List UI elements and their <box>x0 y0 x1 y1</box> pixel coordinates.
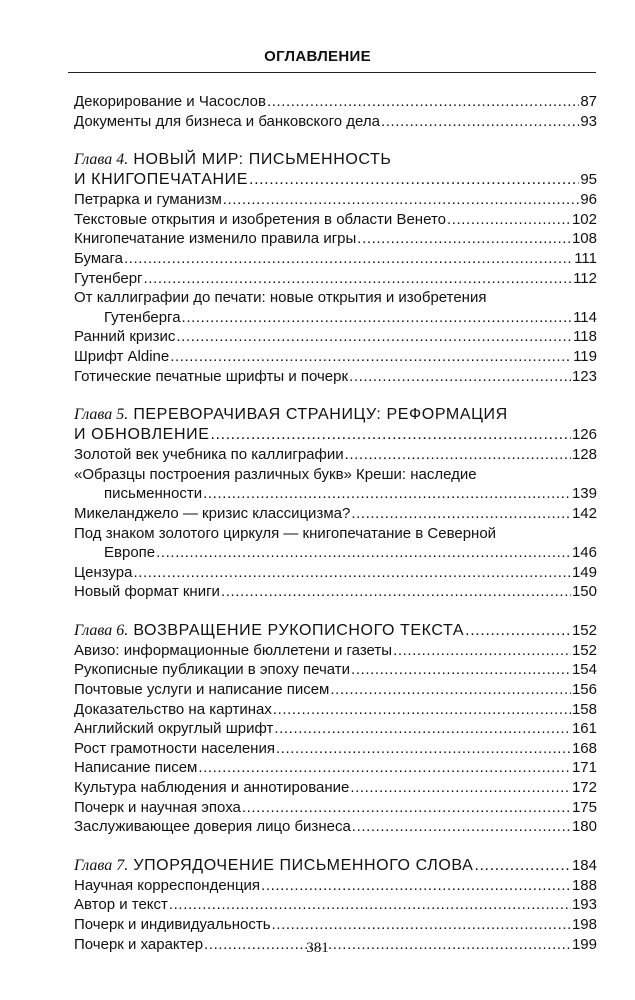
dot-leader <box>169 895 571 915</box>
dot-leader <box>176 327 572 347</box>
dot-leader <box>274 719 571 739</box>
toc-entry-title: Золотой век учебника по каллиграфии <box>74 446 344 464</box>
toc-entry-page: 111 <box>574 249 597 267</box>
toc-entry-page: 158 <box>571 700 597 718</box>
dot-leader <box>249 170 579 190</box>
dot-leader <box>170 347 572 367</box>
toc-entry-page: 149 <box>571 563 597 581</box>
toc-entry-title: От каллиграфии до печати: новые открытия и изобретения <box>74 289 487 307</box>
dot-leader <box>133 563 571 583</box>
toc-entry-page: 96 <box>580 191 597 209</box>
toc-entry-page: 154 <box>571 661 597 679</box>
toc-entry-page: 139 <box>571 485 597 503</box>
toc-entry[interactable] <box>74 719 597 739</box>
toc-entry-title: Под знаком золотого циркуля — книгопечатание в Северной <box>74 524 497 542</box>
dot-leader <box>210 425 570 445</box>
toc-entry-title: Рост грамотности населения <box>74 739 275 757</box>
toc-entry[interactable] <box>74 269 597 289</box>
toc-entry-page: 119 <box>573 347 597 365</box>
toc-entry[interactable] <box>74 249 597 269</box>
toc-entry[interactable] <box>74 367 597 387</box>
toc-entry-title: Цензура <box>74 563 133 581</box>
dot-leader <box>223 190 580 210</box>
dot-leader <box>381 112 579 132</box>
dot-leader <box>276 739 571 759</box>
page-number: 381 <box>306 940 329 956</box>
toc-entry-title: Заслуживающее доверия лицо бизнеса <box>74 818 351 836</box>
toc-entry-title: Рукописные публикации в эпоху печати <box>74 661 351 679</box>
toc-entry[interactable] <box>74 660 597 680</box>
toc-entry-title: Шрифт Aldine <box>74 347 170 365</box>
chapter-title-line2: И ОБНОВЛЕНИЕ <box>74 426 210 444</box>
chapter-heading[interactable] <box>74 856 597 876</box>
toc-entry-title: «Образцы построения различных букв» Креши: наследие <box>74 465 477 483</box>
chapter-page: 152 <box>571 621 597 639</box>
toc-entry[interactable] <box>74 190 597 210</box>
toc-entry-title: Новый формат книги <box>74 583 220 601</box>
dot-leader <box>272 915 571 935</box>
dot-leader <box>447 210 571 230</box>
toc-entry[interactable] <box>74 229 597 249</box>
toc-entry-page: 146 <box>571 544 597 562</box>
toc-entry-title: Бумага <box>74 249 123 267</box>
toc-entry[interactable] <box>74 563 597 583</box>
toc-entry-page: 142 <box>571 504 597 522</box>
dot-leader <box>182 308 573 328</box>
chapter-heading[interactable] <box>74 621 597 641</box>
chapter-page: 95 <box>580 171 597 189</box>
toc-entry[interactable] <box>74 915 597 935</box>
toc-entry[interactable] <box>74 739 597 759</box>
dot-leader <box>351 504 571 524</box>
toc-entry-title-cont: письменности <box>104 485 203 503</box>
toc-entry[interactable] <box>74 798 597 818</box>
toc-entry-title: Культура наблюдения и аннотирование <box>74 779 350 797</box>
toc-entry[interactable] <box>74 700 597 720</box>
toc-entry-title: Микеланджело — кризис классицизма? <box>74 504 351 522</box>
toc-entry[interactable] <box>74 641 597 661</box>
toc-entry-title: Доказательство на картинах <box>74 700 272 718</box>
toc-entry-title: Научная корреспонденция <box>74 876 261 894</box>
dot-leader <box>203 484 571 504</box>
toc-entry-title: Готические печатные шрифты и почерк <box>74 367 349 385</box>
table-of-contents <box>74 92 597 954</box>
chapter-title-line1: ПЕРЕВОРАЧИВАЯ СТРАНИЦУ: РЕФОРМАЦИЯ <box>133 406 508 424</box>
dot-leader <box>242 798 571 818</box>
toc-entry-title: Документы для бизнеса и банковского дела <box>74 112 380 130</box>
toc-entry-page: 161 <box>571 720 597 738</box>
toc-entry-title: Текстовые открытия и изобретения в области Венето <box>74 210 446 228</box>
chapter-label: Глава 7. <box>74 856 129 874</box>
dot-leader <box>221 582 571 602</box>
toc-entry-page: 193 <box>571 896 597 914</box>
chapter-label: Глава 4. <box>74 151 129 169</box>
toc-entry-page: 199 <box>571 935 597 953</box>
dot-leader <box>465 621 571 641</box>
toc-entry[interactable] <box>74 92 597 112</box>
toc-entry-title: Книгопечатание изменило правила игры <box>74 230 357 248</box>
toc-entry-page: 87 <box>580 93 597 110</box>
toc-entry-page: 156 <box>571 681 597 699</box>
chapter-page: 184 <box>571 856 597 874</box>
toc-entry-page: 188 <box>571 876 597 894</box>
dot-leader <box>349 367 571 387</box>
dot-leader <box>393 641 571 661</box>
toc-entry[interactable] <box>74 582 597 602</box>
chapter-heading[interactable] <box>74 150 597 190</box>
toc-entry[interactable] <box>74 288 597 327</box>
toc-entry-page: 112 <box>573 269 597 287</box>
toc-entry-title: Английский округлый шрифт <box>74 720 274 738</box>
chapter-title-line2: И КНИГОПЕЧАТАНИЕ <box>74 171 249 189</box>
toc-entry-page: 180 <box>571 818 597 836</box>
toc-entry[interactable] <box>74 778 597 798</box>
toc-entry-page: 102 <box>571 210 597 228</box>
toc-entry-page: 108 <box>571 230 597 248</box>
toc-entry-page: 123 <box>571 367 597 385</box>
chapter-title-line1: ВОЗВРАЩЕНИЕ РУКОПИСНОГО ТЕКСТА <box>133 621 465 639</box>
dot-leader <box>267 92 579 112</box>
toc-entry[interactable] <box>74 758 597 778</box>
toc-entry-page: 171 <box>571 759 597 777</box>
dot-leader <box>352 817 571 837</box>
toc-entry-page: 172 <box>571 779 597 797</box>
dot-leader <box>124 249 573 269</box>
toc-entry-title: Автор и текст <box>74 896 168 914</box>
toc-entry-title: Ранний кризис <box>74 328 176 346</box>
toc-entry[interactable] <box>74 895 597 915</box>
toc-entry[interactable] <box>74 680 597 700</box>
chapter-page: 126 <box>571 426 597 444</box>
toc-entry-page: 198 <box>571 916 597 933</box>
toc-entry[interactable] <box>74 327 597 347</box>
dot-leader <box>351 660 571 680</box>
dot-leader <box>144 269 573 289</box>
toc-entry-title: Почерк и характер <box>74 935 204 953</box>
dot-leader <box>261 876 571 896</box>
toc-entry-title: Авизо: информационные бюллетени и газеты <box>74 641 393 659</box>
dot-leader <box>198 758 571 778</box>
toc-entry-page: 93 <box>580 112 597 130</box>
chapter-title-line1: УПОРЯДОЧЕНИЕ ПИСЬМЕННОГО СЛОВА <box>133 856 474 874</box>
toc-entry[interactable] <box>74 347 597 367</box>
dot-leader <box>474 856 571 876</box>
toc-entry-title: Почтовые услуги и написание писем <box>74 681 330 699</box>
chapter-label: Глава 6. <box>74 621 129 639</box>
toc-entry-title: Почерк и индивидуальность <box>74 916 271 933</box>
toc-entry[interactable] <box>74 817 597 837</box>
toc-entry-page: 168 <box>571 739 597 757</box>
toc-entry-page: 150 <box>571 583 597 601</box>
toc-entry[interactable] <box>74 524 597 563</box>
dot-leader <box>330 680 571 700</box>
chapter-title-line1: НОВЫЙ МИР: ПИСЬМЕННОСТЬ <box>133 151 392 169</box>
toc-entry-page: 152 <box>571 641 597 659</box>
dot-leader <box>273 700 571 720</box>
toc-entry[interactable] <box>74 445 597 465</box>
toc-entry-title-cont: Гутенберга <box>104 308 181 326</box>
toc-entry[interactable] <box>74 210 597 230</box>
toc-entry-page: 175 <box>571 798 597 816</box>
chapter-label: Глава 5. <box>74 406 129 424</box>
toc-entry-page: 128 <box>571 446 597 464</box>
toc-entry-page: 114 <box>573 308 597 326</box>
toc-entry-title-cont: Европе <box>104 544 156 562</box>
dot-leader <box>345 445 571 465</box>
toc-entry[interactable] <box>74 876 597 896</box>
toc-entry[interactable] <box>74 465 597 504</box>
toc-entry-page: 118 <box>573 328 597 346</box>
toc-entry[interactable] <box>74 504 597 524</box>
toc-entry-title: Почерк и научная эпоха <box>74 798 241 816</box>
dot-leader <box>357 229 571 249</box>
toc-entry[interactable] <box>74 112 597 132</box>
toc-entry-title: Гутенберг <box>74 269 143 287</box>
toc-entry-title: Петрарка и гуманизм <box>74 191 222 209</box>
toc-entry-title: Декорирование и Часослов <box>74 93 266 110</box>
toc-entry-title: Написание писем <box>74 759 198 777</box>
dot-leader <box>350 778 571 798</box>
header-rule <box>68 72 596 73</box>
chapter-heading[interactable] <box>74 405 597 445</box>
dot-leader <box>156 543 571 563</box>
page-header: ОГЛАВЛЕНИЕ <box>264 48 371 65</box>
